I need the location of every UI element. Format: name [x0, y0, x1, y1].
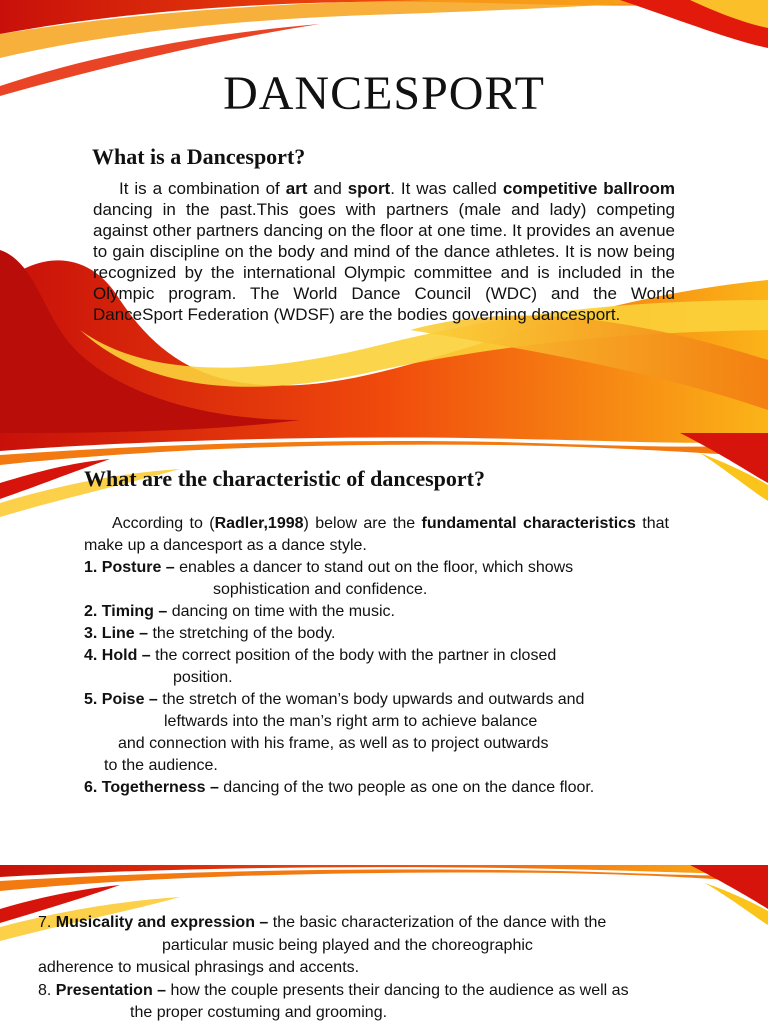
text-run: . It was called [390, 179, 503, 198]
item-term: 6. Togetherness – [84, 779, 219, 796]
page-title: DANCESPORT [223, 67, 545, 120]
bold-term-sport: sport [347, 179, 391, 198]
bold-term-competitive-ballroom: competitive ballroom [502, 179, 676, 198]
list-item [38, 912, 738, 935]
intro-paragraph [84, 513, 669, 557]
list-item-continuation: and connection with his frame, as well as to project outwards [118, 735, 549, 752]
item-text: the stretch of the woman’s body upwards and outwards and [157, 691, 585, 708]
text-run: dancing in the past.This goes with partners (male and lady) competing against other partners dancing on the floor at one time. It provides an avenue to gain discipline on the body and mind of the dance athletes. It is now being recognized by the international Olympic committee and is included in the Olympic program. The World Dance Council (WDC) and the World DanceSport Federation (WDSF) are the bodies governing dancesport. [93, 200, 675, 324]
item-term: 3. Line – [84, 625, 149, 642]
item-text: the basic characterization of the dance with the [268, 914, 607, 931]
item-text: how the couple presents their dancing to the audience as well as [166, 981, 629, 999]
item-term: 5. Poise – [84, 691, 158, 708]
list-item-continuation: leftwards into the man’s right arm to achieve balance [164, 713, 538, 730]
definition-paragraph [93, 178, 675, 325]
item-term: 4. Hold – [84, 647, 151, 664]
list-item [84, 601, 669, 623]
characteristics-list-continued [38, 912, 738, 1024]
item-number: 7. [38, 914, 56, 931]
slide-3 [0, 865, 768, 1024]
list-item-continuation: sophistication and confidence. [213, 581, 428, 598]
section-heading-characteristics: What are the characteristic of dancesport? [84, 466, 485, 491]
section-heading-what-is: What is a Dancesport? [92, 144, 306, 169]
list-item [84, 557, 669, 579]
list-item [84, 777, 669, 799]
list-item [84, 623, 669, 645]
item-text: enables a dancer to stand out on the floor, which shows [174, 559, 574, 576]
item-term: Musicality and expression – [55, 914, 269, 931]
bold-term-art: art [285, 179, 308, 198]
list-item-continuation: position. [173, 669, 233, 686]
list-item-continuation: particular music being played and the choreographic [162, 936, 533, 954]
item-term: Presentation – [55, 981, 167, 999]
text-run: According to ( [112, 515, 215, 532]
characteristics-list [84, 513, 669, 799]
list-item [38, 980, 738, 1003]
list-item-continuation: adherence to musical phrasings and accents. [38, 959, 360, 976]
item-number: 8. [38, 981, 56, 999]
item-term: 1. Posture – [84, 559, 175, 576]
text-run: ) below are the [303, 515, 422, 532]
item-text: dancing of the two people as one on the dance floor. [218, 779, 595, 796]
slide-1 [0, 0, 768, 433]
citation: Radler,1998 [214, 515, 304, 532]
bold-term: fundamental characteristics [421, 515, 636, 532]
list-item-continuation: the proper costuming and grooming. [130, 1004, 388, 1021]
text-run: that make up a dancesport as a dance style. [84, 515, 669, 554]
item-text: the correct position of the body with the partner in closed [150, 647, 557, 664]
text-run: and [307, 179, 348, 198]
item-term: 2. Timing – [84, 603, 168, 620]
list-item [84, 645, 669, 667]
text-run: It is a combination of [119, 179, 286, 198]
slide-2 [0, 433, 768, 865]
list-item-continuation: to the audience. [104, 757, 218, 774]
list-item [84, 689, 669, 711]
item-text: the stretching of the body. [148, 625, 336, 642]
item-text: dancing on time with the music. [167, 603, 395, 620]
